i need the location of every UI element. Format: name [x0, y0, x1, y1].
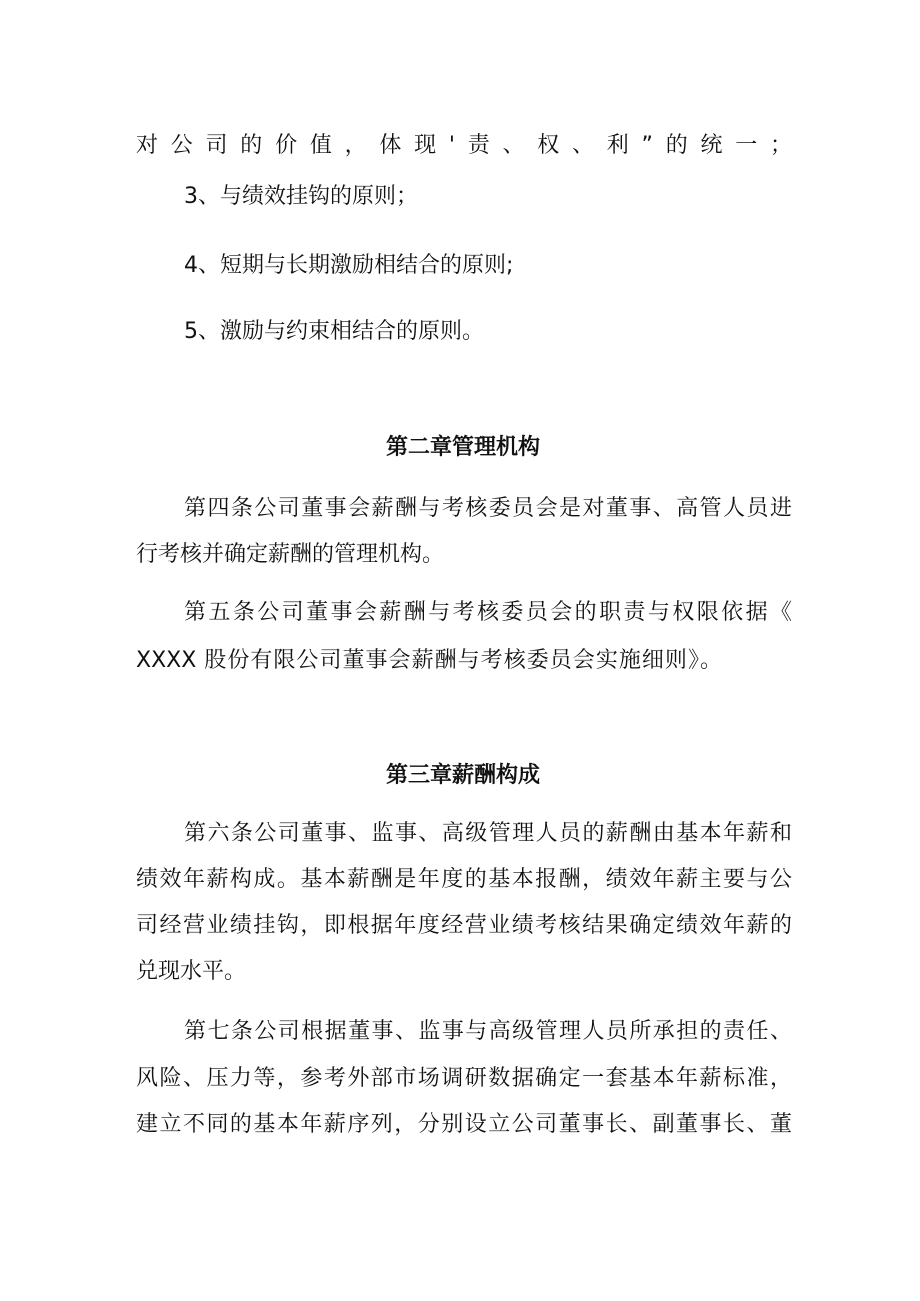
- chapter-3-title: 第三章薪酬构成: [385, 763, 540, 788]
- article-6-line-4: 兑现水平。: [136, 959, 247, 984]
- article-5-line-2: XXXX 股份有限公司董事会薪酬与考核委员会实施细则》。: [136, 648, 722, 673]
- article-4-line-1: 第四条公司董事会薪酬与考核委员会是对董事、高管人员进: [184, 496, 792, 521]
- article-4-line-2: 行考核并确定薪酬的管理机构。: [136, 542, 445, 567]
- article-6-line-2: 绩效年薪构成。基本薪酬是年度的基本报酬，绩效年薪主要与公: [136, 867, 792, 892]
- article-6-line-1: 第六条公司董事、监事、高级管理人员的薪酬由基本年薪和: [184, 821, 792, 846]
- article-7-line-2: 风险、压力等，参考外部市场调研数据确定一套基本年薪标准，: [136, 1066, 792, 1091]
- paragraph-line-intro-continuation: 对公司的价值，体现'责、权、利”的统一；: [136, 133, 792, 158]
- article-6-line-3: 司经营业绩挂钩，即根据年度经营业绩考核结果确定绩效年薪的: [136, 913, 792, 938]
- principle-3: 3、与绩效挂钩的原则；: [184, 184, 418, 209]
- principle-5: 5、激励与约束相结合的原则。: [184, 319, 484, 344]
- principle-4: 4、短期与长期激励相结合的原则;: [184, 253, 514, 278]
- chapter-2-title: 第二章管理机构: [385, 435, 540, 460]
- article-7-line-1: 第七条公司根据董事、监事与高级管理人员所承担的责任、: [184, 1019, 792, 1044]
- article-7-line-3: 建立不同的基本年薪序列，分别设立公司董事长、副董事长、董: [136, 1112, 792, 1137]
- article-5-line-1: 第五条公司董事会薪酬与考核委员会的职责与权限依据《: [184, 600, 792, 625]
